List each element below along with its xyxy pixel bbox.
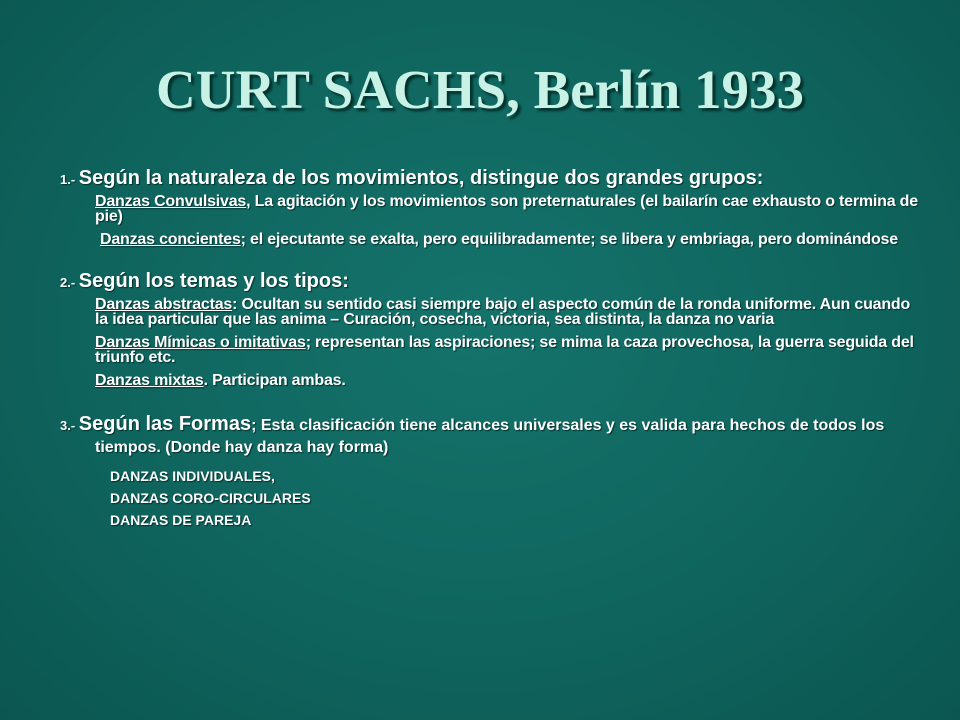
section-3-description: ; Esta clasificación tiene alcances universales y es valida para hechos de todos los tiempos. (Donde hay danza hay forma) xyxy=(95,417,885,456)
section-3-heading xyxy=(60,414,920,458)
section-2-item-text: ; representan las aspiraciones; se mima la caza provechosa, la guerra seguida del triunfo etc. xyxy=(95,334,914,366)
section-1-item-term: Danzas concientes xyxy=(100,231,241,248)
section-3-number: 3.- xyxy=(60,418,79,433)
section-3-title: Según las Formas xyxy=(78,413,252,435)
section-2-heading xyxy=(60,271,920,293)
section-1-item xyxy=(95,194,920,224)
section-2-item-term: Danzas abstractas xyxy=(95,296,233,313)
section-2-number: 2.- xyxy=(60,275,79,290)
section-3-item: DANZAS CORO-CIRCULARES xyxy=(110,490,311,506)
section-2-item-term: Danzas Mímicas o imitativas xyxy=(95,334,306,351)
section-2-title: Según los temas y los tipos: xyxy=(78,270,349,292)
section-1-item-text: , La agitación y los movimientos son preternaturales (el bailarín cae exhausto o termina de pie) xyxy=(95,193,918,225)
section-2-item xyxy=(95,373,920,388)
section-3-item: DANZAS DE PAREJA xyxy=(110,512,252,528)
slide-title: CURT SACHS, Berlín 1933 xyxy=(156,59,804,120)
section-2-item xyxy=(95,335,920,365)
section-2-item-term: Danzas mixtas xyxy=(95,372,204,389)
section-2-item xyxy=(95,297,920,327)
section-2-item-text: . Participan ambas. xyxy=(203,372,346,389)
section-2-item-text: : Ocultan su sentido casi siempre bajo el aspecto común de la ronda uniforme. Aun cuando la idea particular que las anima – Curación, cosecha, victoria, sea distinta, la danza no varia xyxy=(95,296,911,328)
section-1-item-text: ; el ejecutante se exalta, pero equilibradamente; se libera y embriaga, pero dominándose xyxy=(240,231,898,248)
section-1-item-term: Danzas Convulsivas xyxy=(95,193,247,210)
slide-body xyxy=(60,168,920,534)
section-1-number: 1.- xyxy=(60,172,79,187)
section-1-title: Según la naturaleza de los movimientos, distingue dos grandes grupos: xyxy=(78,167,764,189)
section-3-item: DANZAS INDIVIDUALES, xyxy=(110,468,275,484)
section-1-heading xyxy=(60,168,920,190)
section-1-item xyxy=(95,232,920,247)
